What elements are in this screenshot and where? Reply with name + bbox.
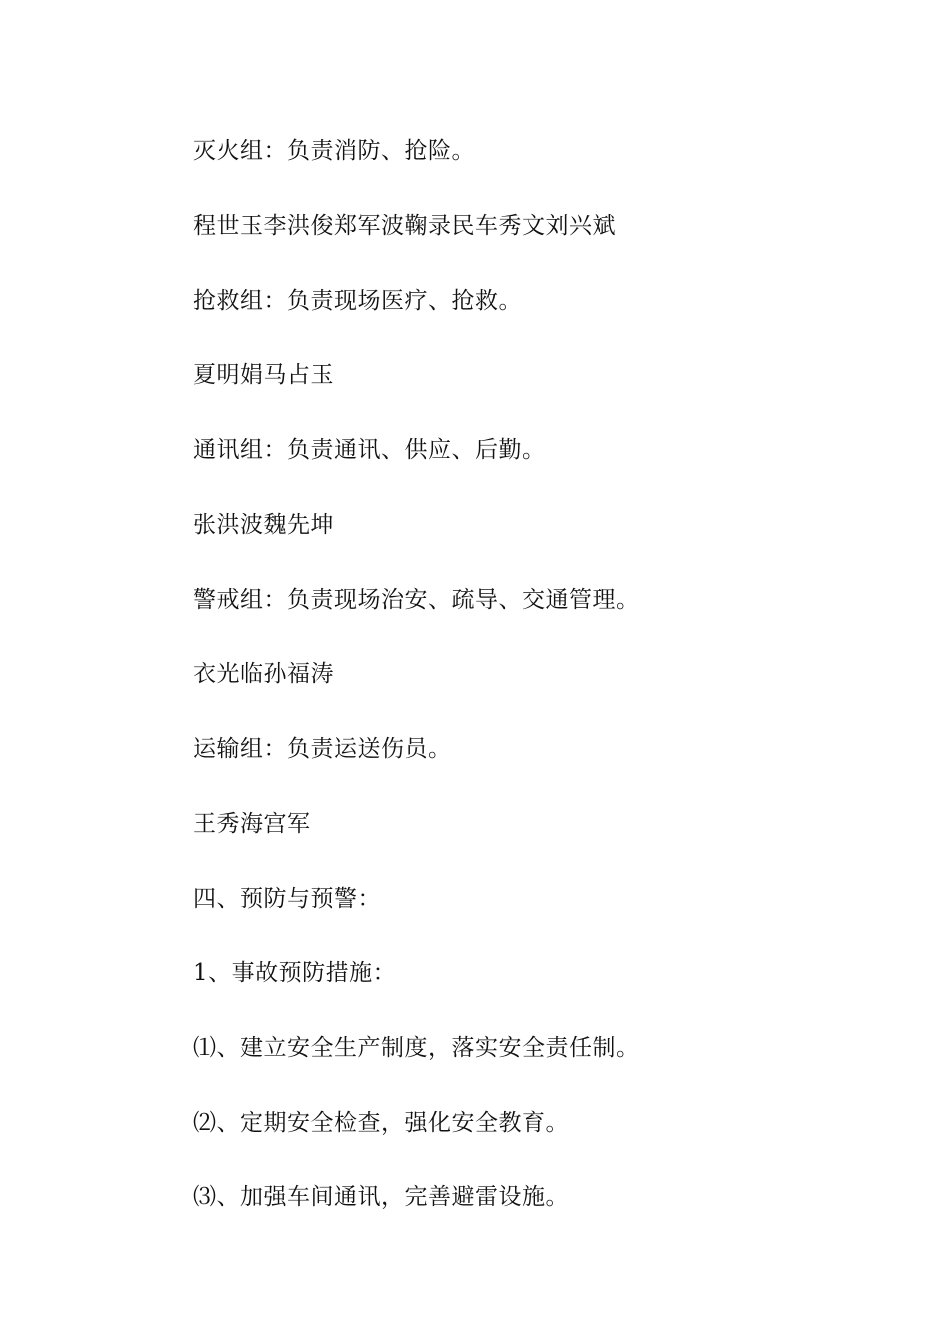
measure-item-3: ⑶、加强车间通讯，完善避雷设施。 bbox=[193, 1184, 569, 1210]
rescue-team-members: 夏明娟马占玉 bbox=[193, 362, 334, 388]
transport-team-heading: 运输组：负责运送伤员。 bbox=[193, 736, 452, 762]
transport-team-members: 王秀海宫军 bbox=[193, 811, 311, 837]
security-team-members: 衣光临孙福涛 bbox=[193, 661, 334, 687]
communication-team-members: 张洪波魏先坤 bbox=[193, 512, 334, 538]
subsection-heading-measures: 1、事故预防措施： bbox=[193, 960, 397, 986]
fire-team-heading: 灭火组：负责消防、抢险。 bbox=[193, 138, 475, 164]
measure-item-2: ⑵、定期安全检查，强化安全教育。 bbox=[193, 1110, 569, 1136]
measure-item-1: ⑴、建立安全生产制度，落实安全责任制。 bbox=[193, 1035, 640, 1061]
communication-team-heading: 通讯组：负责通讯、供应、后勤。 bbox=[193, 437, 546, 463]
rescue-team-heading: 抢救组：负责现场医疗、抢救。 bbox=[193, 288, 522, 314]
security-team-heading: 警戒组：负责现场治安、疏导、交通管理。 bbox=[193, 587, 640, 613]
section-heading-prevention: 四、预防与预警： bbox=[193, 886, 381, 912]
fire-team-members: 程世玉李洪俊郑军波鞠录民车秀文刘兴斌 bbox=[193, 213, 616, 239]
